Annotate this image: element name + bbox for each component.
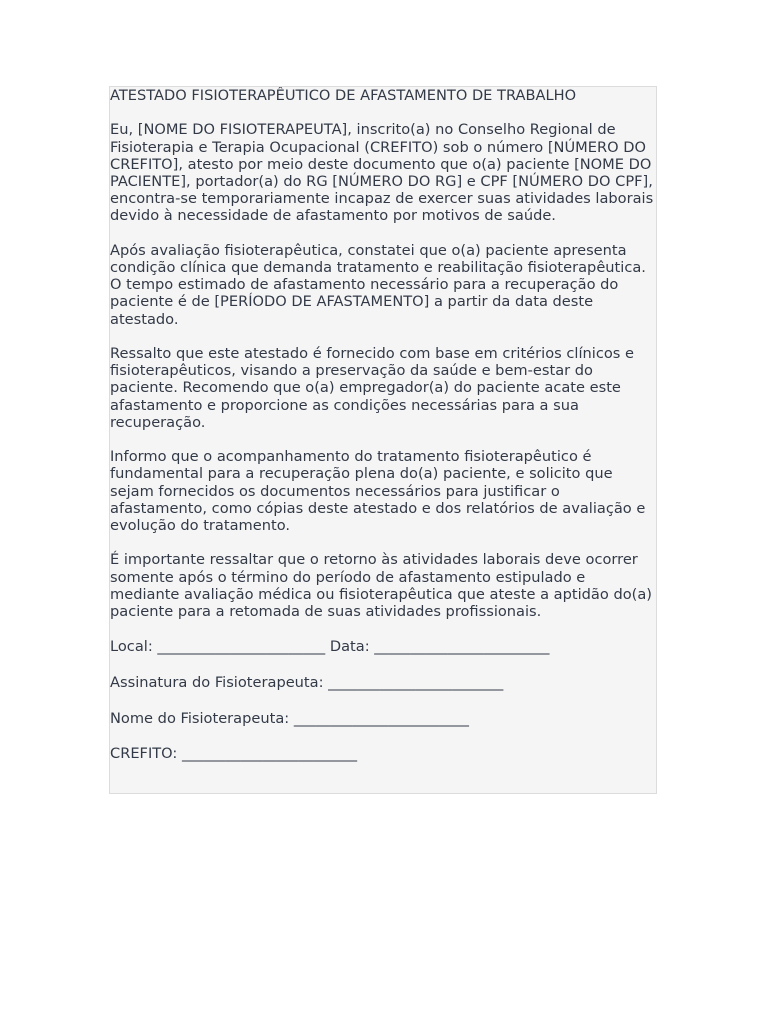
document-title: ATESTADO FISIOTERAPÊUTICO DE AFASTAMENTO DE TRABALHO [110, 87, 577, 104]
document-body [110, 87, 656, 763]
crefito-field: CREFITO: ________________________ [110, 745, 358, 763]
physiotherapist-name-field: Nome do Fisioterapeuta: ________________________ [110, 709, 469, 727]
local-date-field: Local: _______________________ Data: ________________________ [110, 638, 550, 656]
document-page [109, 86, 657, 794]
signature-field: Assinatura do Fisioterapeuta: ________________________ [110, 673, 504, 691]
paragraph-recommendation: Ressalto que este atestado é fornecido com base em critérios clínicos e fisioterapêuticos, visando a preservação da saúde e bem-estar do paciente. Recomendo que o(a) empregador(a) do paciente acate este afastamento e proporcione as condições necessárias para a sua recuperação. [110, 345, 634, 431]
paragraph-evaluation: Após avaliação fisioterapêutica, constatei que o(a) paciente apresenta condição clínica que demanda tratamento e reabilitação fisioterapêutica. O tempo estimado de afastamento necessário para a recuperação do paciente é de [PERÍODO DE AFASTAMENTO] a partir da data deste atestado. [110, 241, 646, 328]
paragraph-declaration: Eu, [NOME DO FISIOTERAPEUTA], inscrito(a) no Conselho Regional de Fisioterapia e Terapia Ocupacional (CREFITO) sob o número [NÚMERO DO CREFITO], atesto por meio deste documento que o(a) paciente [NOME DO PACIENTE], portador(a) do RG [NÚMERO DO RG] e CPF [NÚMERO DO CPF], encontra-se temporariamente incapaz de exercer suas atividades laborais devido à necessidade de afastamento por motivos de saúde. [110, 121, 654, 225]
paragraph-follow-up: Informo que o acompanhamento do tratamento fisioterapêutico é fundamental para a recuperação plena do(a) paciente, e solicito que sejam fornecidos os documentos necessários para justificar o afastamento, como cópias deste atestado e dos relatórios de avaliação e evolução do tratamento. [110, 448, 646, 535]
paragraph-return: É importante ressaltar que o retorno às atividades laborais deve ocorrer somente após o término do período de afastamento estipulado e mediante avaliação médica ou fisioterapêutica que ateste a aptidão do(a) paciente para a retomada de suas atividades profissionais. [110, 551, 652, 621]
